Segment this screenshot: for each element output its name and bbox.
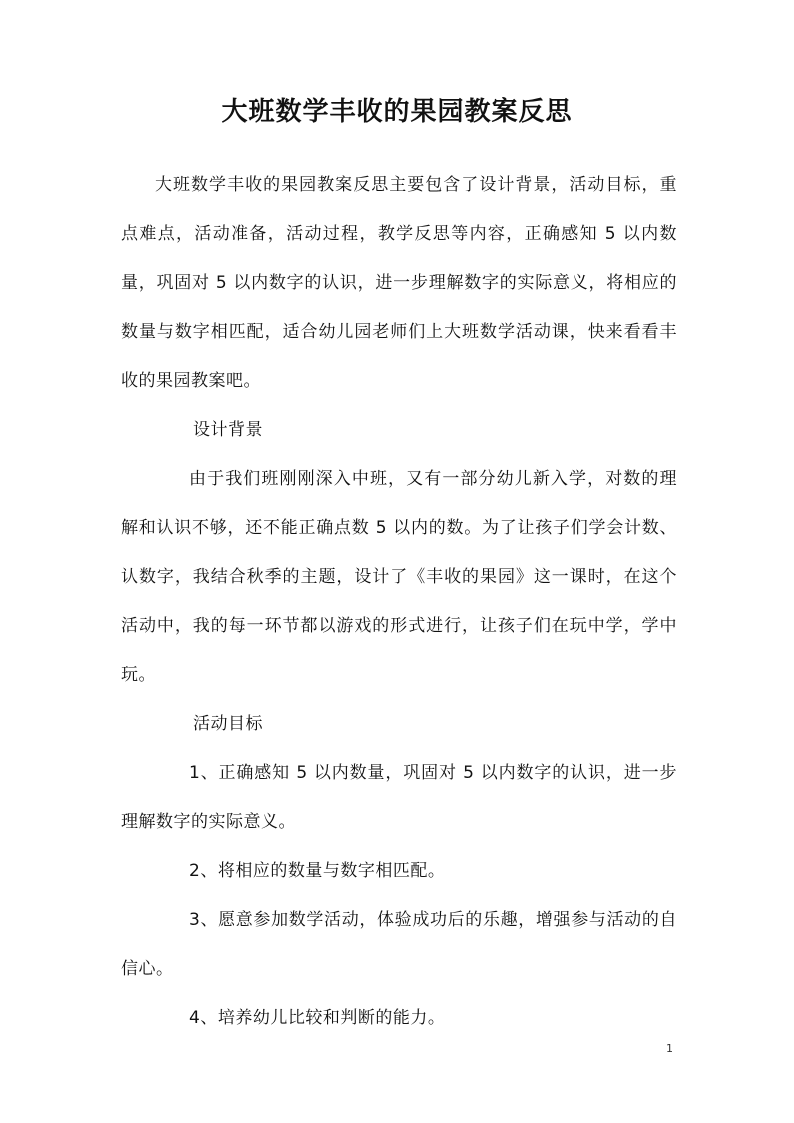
document-title: 大班数学丰收的果园教案反思 bbox=[221, 97, 573, 127]
page-number: 1 bbox=[666, 1042, 673, 1055]
background-paragraph: 由于我们班刚刚深入中班，又有一部分幼儿新入学，对数的理解和认识不够，还不能正确点数 5 以内的数。为了让孩子们学会计数、认数字，我结合秋季的主题，设计了《丰收的果园》这一课时，在这个活动中，我的每一环节都以游戏的形式进行，让孩子们在玩中学，学中玩。 bbox=[121, 469, 677, 685]
intro-paragraph: 大班数学丰收的果园教案反思主要包含了设计背景，活动目标，重点难点，活动准备，活动过程，教学反思等内容，正确感知 5 以内数量，巩固对 5 以内数字的认识，进一步理解数字的实际意义，将相应的数量与数字相匹配，适合幼儿园老师们上大班数学活动课，快来看看丰收的果园教案吧。 bbox=[121, 175, 677, 391]
section-heading-background: 设计背景 bbox=[193, 420, 263, 440]
goal-item-1: 1、正确感知 5 以内数量，巩固对 5 以内数字的认识，进一步理解数字的实际意义。 bbox=[121, 763, 677, 832]
goal-item-4: 4、培养幼儿比较和判断的能力。 bbox=[189, 1008, 446, 1028]
goal-item-2: 2、将相应的数量与数字相匹配。 bbox=[189, 861, 446, 881]
document-body bbox=[121, 161, 677, 1043]
section-heading-goals: 活动目标 bbox=[193, 714, 263, 734]
goal-item-3: 3、愿意参加数学活动，体验成功后的乐趣，增强参与活动的自信心。 bbox=[121, 910, 677, 979]
